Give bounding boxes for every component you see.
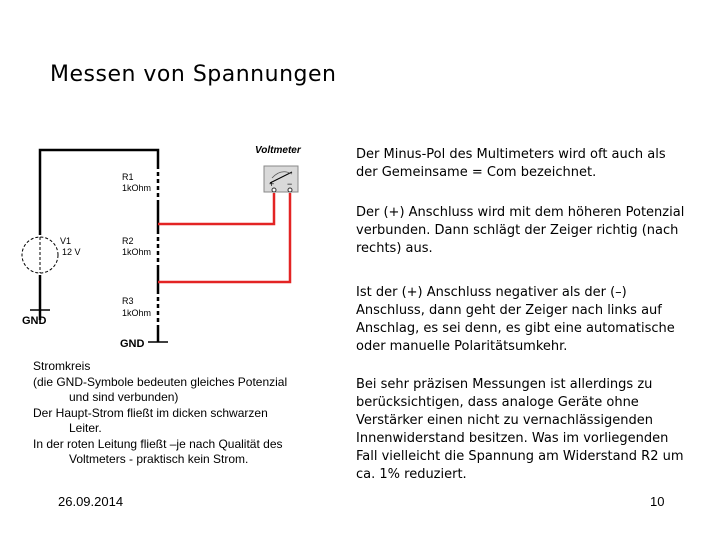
circuit-diagram xyxy=(0,130,340,360)
slide-title: Messen von Spannungen xyxy=(50,62,337,87)
r3-value: 1kOhm xyxy=(122,308,152,318)
paragraph-common-pole: Der Minus-Pol des Multimeters wird oft auch als der Gemeinsame = Com bezeichnet. xyxy=(356,147,666,180)
v1-value: 12 V xyxy=(62,247,81,257)
circuit-caption xyxy=(33,359,323,468)
voltmeter-minus: − xyxy=(287,179,293,189)
voltmeter-label: Voltmeter xyxy=(255,145,301,156)
slide-date: 26.09.2014 xyxy=(58,494,124,509)
page-number: 10 xyxy=(650,494,665,509)
gnd-left-label: GND xyxy=(22,315,47,327)
voltmeter-wires xyxy=(158,193,290,282)
caption-line: und sind verbunden) xyxy=(69,390,179,404)
r2-value: 1kOhm xyxy=(122,247,152,257)
r1-value: 1kOhm xyxy=(122,183,152,193)
r1-name: R1 xyxy=(122,172,134,182)
voltmeter-plus: + xyxy=(269,179,275,189)
caption-line: Stromkreis xyxy=(33,359,91,373)
paragraph-plus-connection: Der (+) Anschluss wird mit dem höheren Potenzial verbunden. Dann schlägt der Zeiger richtig (nach rechts) aus. xyxy=(356,205,685,256)
paragraph-internal-resistance: Bei sehr präzisen Messungen ist allerdings zu berücksichtigen, dass analoge Geräte ohne Verstärker einen nicht zu vernachlässigenden Innenwiderstand besitzen. Was im vorliegenden Fall vielleicht die Spannung am Widerstand R2 um ca. 1% reduziert. xyxy=(356,377,684,482)
r2-name: R2 xyxy=(122,236,134,246)
v1-name: V1 xyxy=(60,236,72,246)
caption-line: Voltmeters - praktisch kein Strom. xyxy=(69,452,249,466)
caption-line: (die GND-Symbole bedeuten gleiches Potenzial xyxy=(33,374,288,389)
r3-name: R3 xyxy=(122,296,134,306)
gnd-bottom-label: GND xyxy=(120,338,145,350)
caption-line: Der Haupt-Strom fließt im dicken schwarzen xyxy=(33,405,268,420)
paragraph-polarity: Ist der (+) Anschluss negativer als der (–) Anschluss, dann geht der Zeiger nach links auf Anschlag, es sei denn, es gibt eine automatische oder manuelle Polaritätsumkehr. xyxy=(356,285,675,354)
caption-line: In der roten Leitung fließt –je nach Qualität des xyxy=(33,436,283,451)
caption-line: Leiter. xyxy=(69,421,102,435)
